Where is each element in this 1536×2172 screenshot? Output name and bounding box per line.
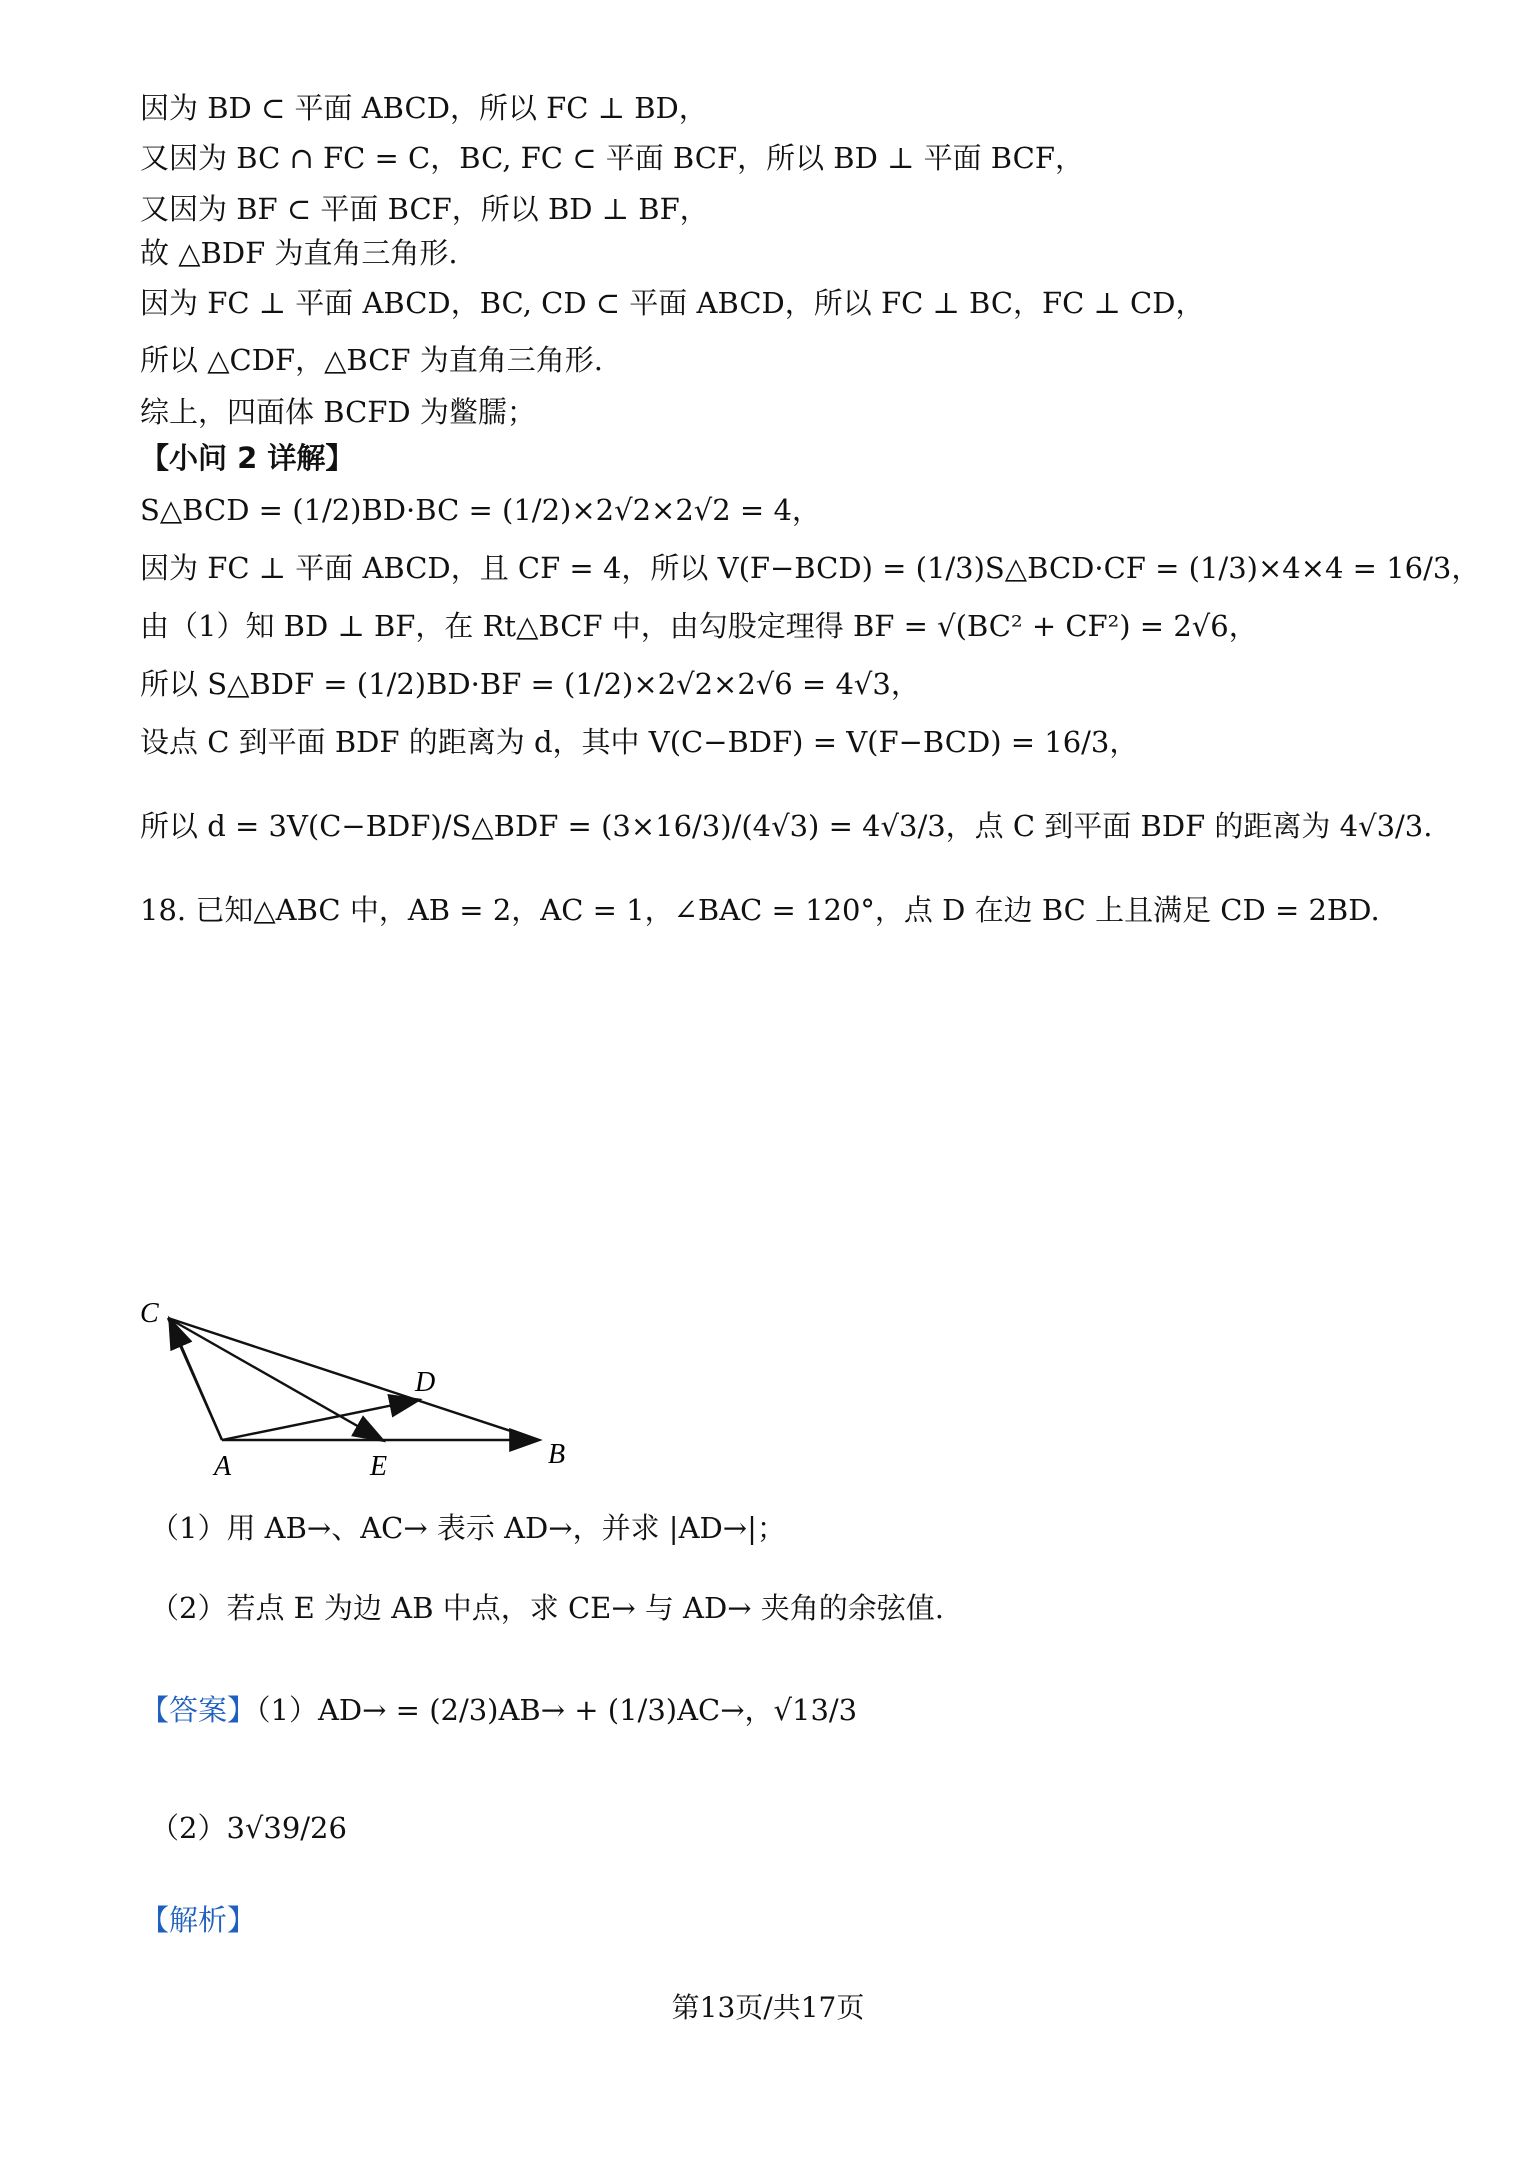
page-footer: 第13页/共17页	[671, 1991, 865, 2024]
text-line-area-bdf: 所以 S△BDF = (1/2)BD·BF = (1/2)×2√2×2√6 = 4√3，	[140, 667, 920, 701]
answer-part-1: （1）AD→ = (2/3)AB→ + (1/3)AC→，√13/3	[256, 1693, 858, 1727]
problem-18-statement: 18. 已知△ABC 中，AB = 2，AC = 1，∠BAC = 120°，点 D 在边 BC 上且满足 CD = 2BD.	[140, 893, 1380, 927]
text-line-7: 综上，四面体 BCFD 为鳖臑；	[140, 395, 536, 429]
label-b: B	[548, 1439, 566, 1470]
answer-part-2: （2）3√39/26	[150, 1811, 347, 1845]
subquestion-2-heading: 【小问 2 详解】	[140, 441, 355, 475]
triangle-figure	[130, 1300, 590, 1500]
text-line-distance: 设点 C 到平面 BDF 的距离为 d，其中 V(C−BDF) = V(F−BCD) = 16/3，	[140, 725, 1139, 759]
text-line-4: 故 △BDF 为直角三角形.	[140, 236, 458, 270]
text-line-volume: 因为 FC ⊥ 平面 ABCD，且 CF = 4，所以 V(F−BCD) = (1/3)S△BCD·CF = (1/3)×4×4 = 16/3，	[140, 551, 1481, 585]
label-d: D	[415, 1367, 436, 1398]
vector-ac	[170, 1320, 222, 1440]
text-line-bf: 由（1）知 BD ⊥ BF，在 Rt△BCF 中，由勾股定理得 BF = √(BC² + CF²) = 2√6，	[140, 609, 1258, 643]
text-line-5: 因为 FC ⊥ 平面 ABCD，BC, CD ⊂ 平面 ABCD，所以 FC ⊥ BC，FC ⊥ CD，	[140, 286, 1205, 320]
answer-block	[140, 1690, 857, 1730]
label-a: A	[214, 1451, 232, 1482]
label-c: C	[140, 1300, 159, 1329]
text-line-area-bcd: S△BCD = (1/2)BD·BC = (1/2)×2√2×2√2 = 4，	[140, 493, 821, 527]
answer-label: 【答案】	[140, 1693, 257, 1727]
question-part-1: （1）用 AB→、AC→ 表示 AD→，并求 |AD→|；	[150, 1511, 786, 1545]
label-e: E	[370, 1451, 388, 1482]
text-line-6: 所以 △CDF，△BCF 为直角三角形.	[140, 343, 603, 377]
text-line-1: 因为 BD ⊂ 平面 ABCD，所以 FC ⊥ BD，	[140, 91, 708, 125]
segment-cb	[168, 1318, 538, 1440]
text-line-result: 所以 d = 3V(C−BDF)/S△BDF = (3×16/3)/(4√3) = 4√3/3，点 C 到平面 BDF 的距离为 4√3/3.	[140, 809, 1433, 843]
text-line-2: 又因为 BC ∩ FC = C，BC, FC ⊂ 平面 BCF，所以 BD ⊥ 平面 BCF，	[140, 141, 1084, 175]
question-part-2: （2）若点 E 为边 AB 中点，求 CE→ 与 AD→ 夹角的余弦值.	[150, 1591, 944, 1625]
analysis-label: 【解析】	[140, 1903, 257, 1937]
text-line-3: 又因为 BF ⊂ 平面 BCF，所以 BD ⊥ BF，	[140, 192, 709, 226]
